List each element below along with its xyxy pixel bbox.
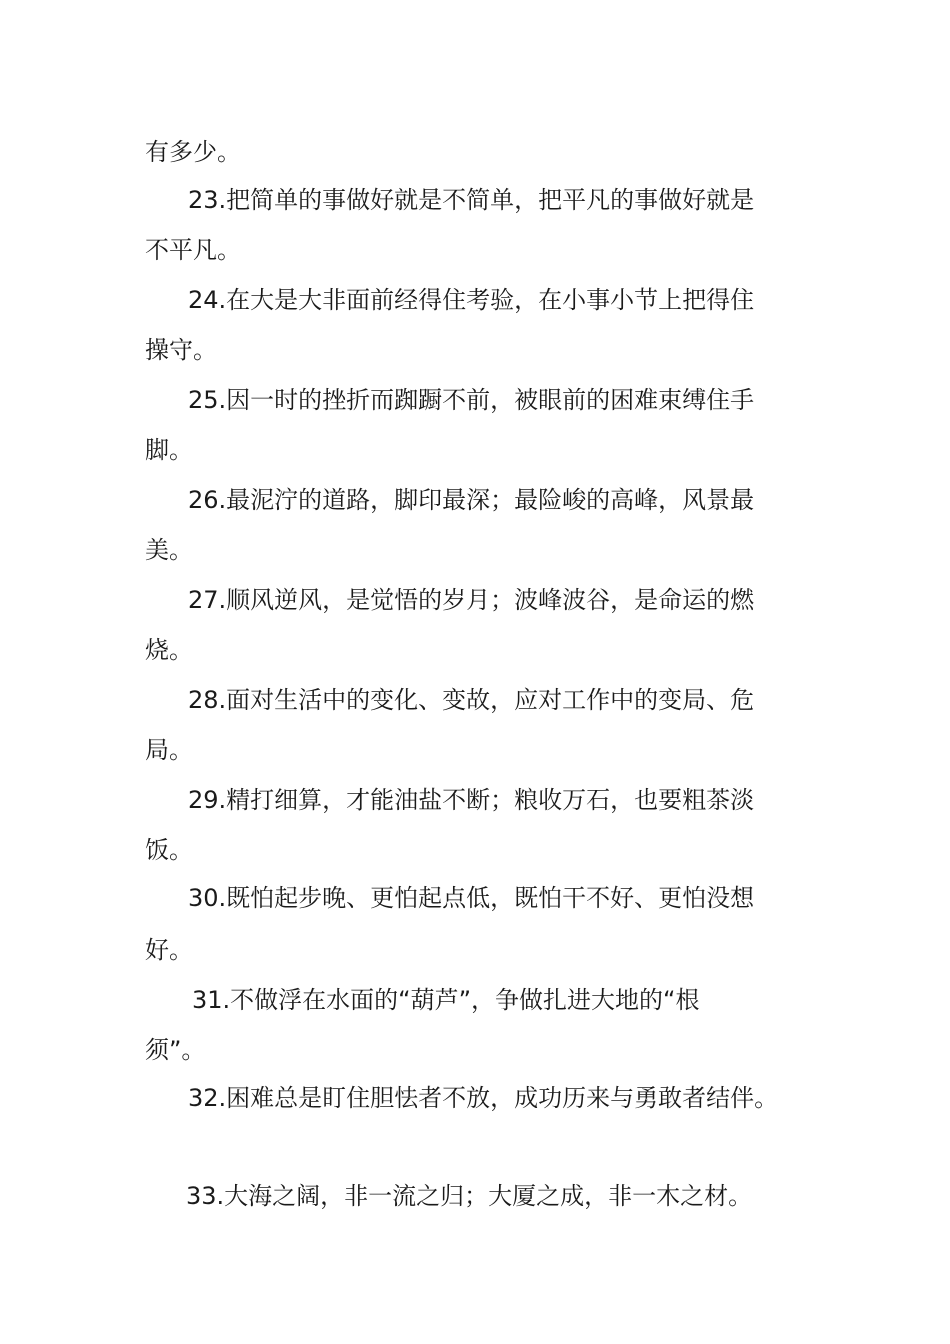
text-line-item-26: 26.最泥泞的道路，脚印最深；最险峻的高峰，风景最: [188, 486, 755, 514]
text-line-continuation: 不平凡。: [145, 236, 241, 264]
text-line-item-27: 27.顺风逆风，是觉悟的岁月；波峰波谷，是命运的燃: [188, 586, 755, 614]
text-line-item-30: 30.既怕起步晚、更怕起点低，既怕干不好、更怕没想: [188, 884, 755, 912]
text-line-item-24: 24.在大是大非面前经得住考验，在小事小节上把得住: [188, 286, 755, 314]
text-line-continuation: 饭。: [145, 836, 193, 864]
text-line-item-25: 25.因一时的挫折而踟蹰不前，被眼前的困难束缚住手: [188, 386, 755, 414]
text-line-item-29: 29.精打细算，才能油盐不断；粮收万石，也要粗茶淡: [188, 786, 755, 814]
text-line-continuation: 烧。: [145, 636, 193, 664]
text-line-continuation: 操守。: [145, 336, 217, 364]
text-line-continuation: 有多少。: [145, 138, 241, 166]
text-line-continuation: 好。: [145, 936, 193, 964]
text-line-continuation: 美。: [145, 536, 193, 564]
text-line-continuation: 局。: [145, 736, 193, 764]
text-line-item-31: 31.不做浮在水面的“葫芦”，争做扎进大地的“根: [192, 986, 700, 1014]
text-line-item-33: 33.大海之阔，非一流之归；大厦之成，非一木之材。: [186, 1182, 753, 1210]
text-line-item-28: 28.面对生活中的变化、变故，应对工作中的变局、危: [188, 686, 755, 714]
text-line-continuation: 脚。: [145, 436, 193, 464]
text-line-item-32: 32.困难总是盯住胆怯者不放，成功历来与勇敢者结伴。: [188, 1084, 779, 1112]
text-line-item-23: 23.把简单的事做好就是不简单，把平凡的事做好就是: [188, 186, 755, 214]
text-line-continuation: 须”。: [145, 1036, 206, 1064]
